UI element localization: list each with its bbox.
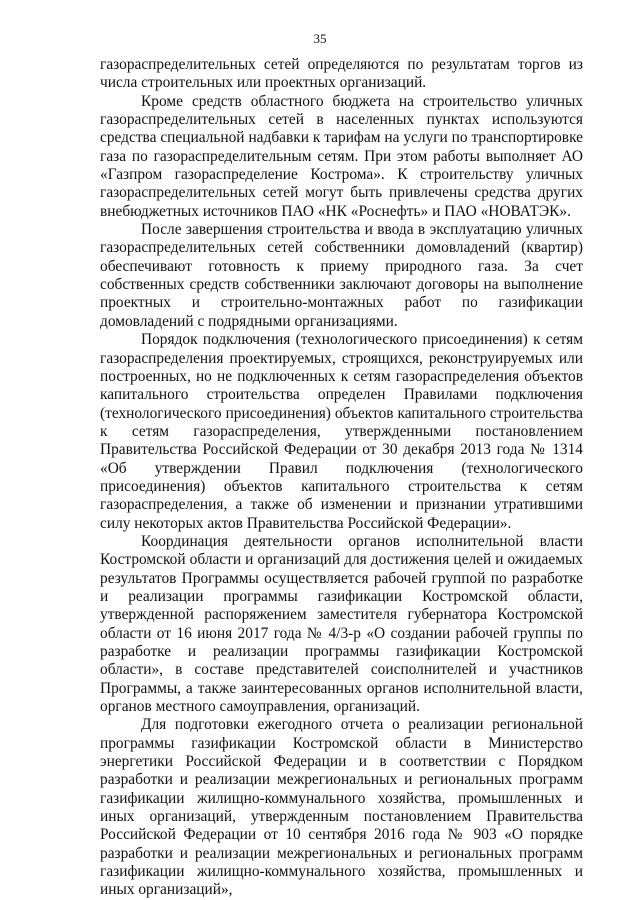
paragraph: Порядок подключения (технологического присоединения) к сетям газораспределения проектируемых, строящихся, реконструируемых или построенных, но не подключенных к сетям газораспределения объектов капитального строительства определен Правилами подключения (технологического присоединения) объектов капитального строительства к сетям газораспределения, утвержденными постановлением Правительства Российской Федерации от 30 декабря 2013 года № 1314 «Об утверждении Правил подключения (технологического присоединения) объектов капитального строительства к сетям газораспределения, а также об изменении и признании утратившими силу некоторых актов Правительства Российской Федерации».: [100, 331, 583, 532]
body-text: [100, 56, 583, 900]
paragraph: Для подготовки ежегодного отчета о реализации региональной программы газификации Костромской области в Министерство энергетики Российской Федерации и в соответствии с Порядком разработки и реализации межрегиональных и региональных программ газификации жилищно-коммунального хозяйства, промышленных и иных организаций, утвержденным постановлением Правительства Российской Федерации от 10 сентября 2016 года № 903 «О порядке разработки и реализации межрегиональных и региональных программ газификации жилищно-коммунального хозяйства, промышленных и иных организаций»,: [100, 716, 583, 899]
page-number: 35: [313, 31, 327, 46]
paragraph: Координация деятельности органов исполнительной власти Костромской области и организаций для достижения целей и ожидаемых результатов Программы осуществляется рабочей группой по разработке и реализации программы газификации Костромской области, утвержденной распоряжением заместителя губернатора Костромской области от 16 июня 2017 года № 4/3-р «О создании рабочей группы по разработке и реализации программы газификации Костромской области», в составе представителей соисполнителей и участников Программы, а также заинтересованных органов исполнительной власти, органов местного самоуправления, организаций.: [100, 532, 583, 716]
paragraph: После завершения строительства и ввода в эксплуатацию уличных газораспределительных сетей собственники домовладений (квартир) обеспечивают готовность к приему природного газа. За счет собственных средств собственники заключают договоры на выполнение проектных и строительно-монтажных работ по газификации домовладений с подрядными организациями.: [100, 221, 583, 330]
paragraph: Кроме средств областного бюджета на строительство уличных газораспределительных сетей в населенных пунктах используются средства специальной надбавки к тарифам на услуги по транспортировке газа по газораспределительным сетям. При этом работы выполняет АО «Газпром газораспределение Кострома». К строительству уличных газораспределительных сетей могут быть привлечены средства других внебюджетных источников ПАО «НК «Роснефть» и ПАО «НОВАТЭК».: [100, 92, 583, 220]
paragraph: газораспределительных сетей определяются по результатам торгов из числа строительных или проектных организаций.: [100, 56, 583, 92]
